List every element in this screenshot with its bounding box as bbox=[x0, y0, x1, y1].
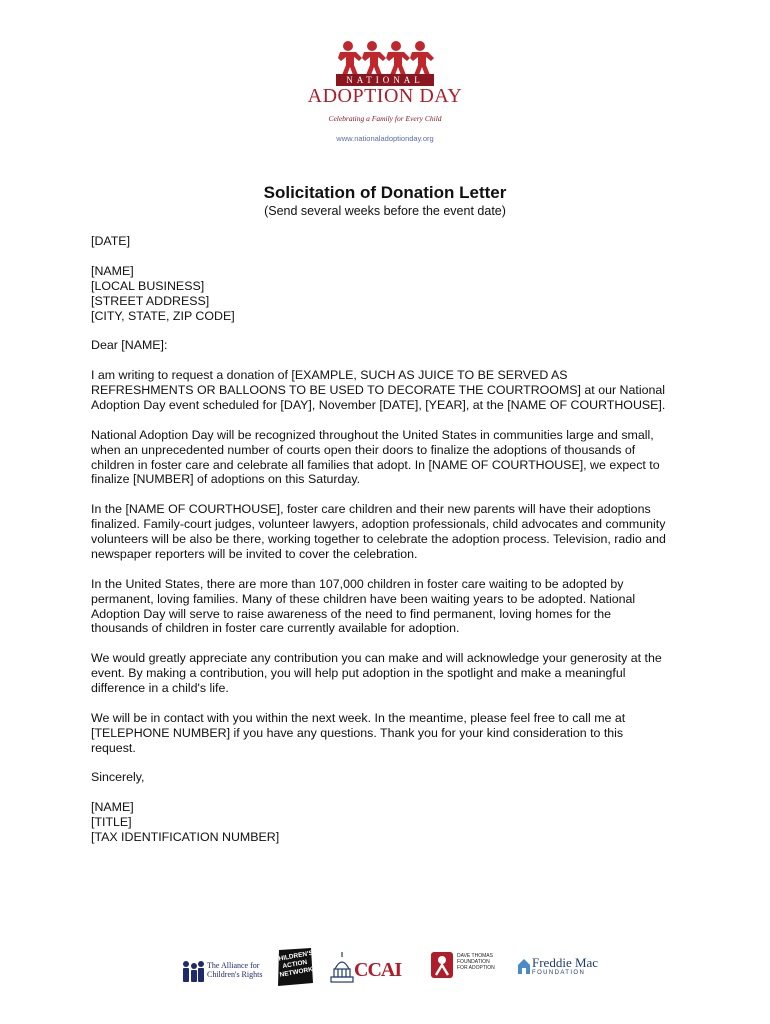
dave-thomas-foundation-logo bbox=[430, 951, 512, 985]
paragraph-courthouse: In the [NAME OF COURTHOUSE], foster care children and their new parents will have their adoptions finalized. Family-court judges, volunteer lawyers, adoption professionals, child advocates and community volunteers will be also be there, working together to celebrate the adoption process. Television, radio and newspaper reporters will be invited to cover the celebration. bbox=[91, 502, 666, 561]
logo-tagline: Celebrating a Family for Every Child bbox=[328, 114, 442, 123]
logo-national-banner: NATIONAL bbox=[336, 74, 434, 86]
national-adoption-day-logo bbox=[300, 40, 470, 150]
freddie-mac-house-icon bbox=[517, 957, 531, 975]
logo-website-link[interactable]: www.nationaladoptionday.org bbox=[336, 134, 434, 143]
freddie-mac-name: Freddie Mac bbox=[532, 955, 599, 970]
paragraph-statistics: In the United States, there are more than 107,000 children in foster care waiting to be adopted by permanent, loving families. Many of these children have been waiting years to be adopted. National Adoption Day will serve to raise awareness of the need to find permanent, loving homes for the thousands of children in foster care currently available for adoption. bbox=[91, 576, 636, 636]
alliance-childrens-rights-name: The Alliance for Children's Rights bbox=[207, 961, 263, 979]
logo-title: ADOPTION DAY bbox=[307, 85, 463, 107]
paper-doll-family-icon bbox=[330, 40, 440, 76]
closing: Sincerely, bbox=[91, 770, 145, 785]
dave-thomas-emblem-icon bbox=[430, 951, 454, 979]
childrens-action-network-name: CHILDREN'S ACTION NETWORK bbox=[273, 949, 314, 979]
recipient-address: [NAME] [LOCAL BUSINESS] [STREET ADDRESS] [CITY, STATE, ZIP CODE] bbox=[91, 263, 235, 323]
alliance-childrens-rights-logo bbox=[180, 959, 265, 985]
paragraph-about-event: National Adoption Day will be recognized throughout the United States in communities large and small, when an unprecedented number of courts open their doors to finalize the adoptions of thousands of children in foster care and celebrate all families that adopt. In [NAME OF COURTHOUSE], we expect to finalize [NUMBER] of adoptions on this Saturday. bbox=[91, 427, 660, 487]
paragraph-request: I am writing to request a donation of [EXAMPLE, SUCH AS JUICE TO BE SERVED AS REFRESHMENTS OR BALLOONS TO BE USED TO DECORATE THE COURTROOMS] at our National Adoption Day event scheduled for [DAY], November [DATE], [YEAR], at the [NAME OF COURTHOUSE]. bbox=[91, 368, 666, 412]
sponsor-logos bbox=[175, 945, 605, 990]
ccai-name: CCAI bbox=[354, 959, 402, 981]
letter-body bbox=[91, 234, 685, 860]
document-title: Solicitation of Donation Letter bbox=[263, 183, 507, 202]
freddie-mac-foundation-logo bbox=[517, 955, 607, 983]
signature-block: [NAME] [TITLE] [TAX IDENTIFICATION NUMBER] bbox=[91, 800, 280, 845]
letter-date: [DATE] bbox=[91, 234, 131, 248]
childrens-action-network-logo bbox=[275, 947, 315, 987]
dave-thomas-foundation-name: DAVE THOMAS FOUNDATION FOR ADOPTION bbox=[457, 953, 495, 971]
paragraph-appreciation: We would greatly appreciate any contribution you can make and will acknowledge your generosity at the event. By making a contribution, you will help put adoption in the spotlight and make a meaningful difference in a child's life. bbox=[91, 651, 662, 696]
document-subtitle: (Send several weeks before the event date) bbox=[264, 204, 506, 218]
capitol-dome-icon bbox=[330, 951, 354, 985]
children-figures-icon bbox=[180, 959, 206, 985]
ccai-logo bbox=[330, 951, 412, 987]
freddie-mac-foundation-label: FOUNDATION bbox=[532, 970, 586, 976]
paragraph-follow-up: We will be in contact with you within the next week. In the meantime, please feel free to call me at [TELEPHONE NUMBER] if you have any questions. Thank you for your kind consideration to this request. bbox=[91, 710, 626, 755]
salutation: Dear [NAME]: bbox=[91, 338, 168, 353]
